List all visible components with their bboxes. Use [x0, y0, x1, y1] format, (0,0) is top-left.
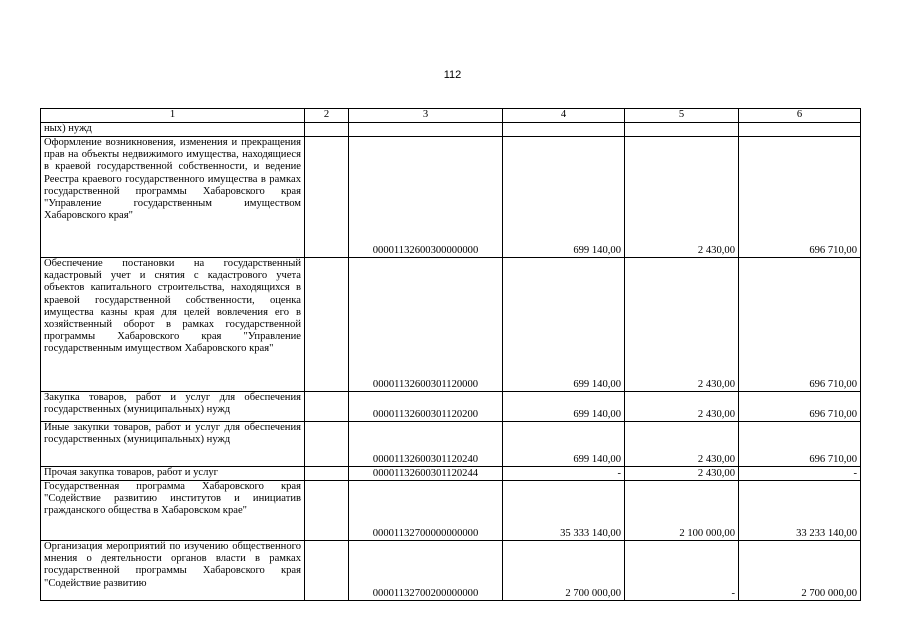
column-header: 6	[739, 109, 861, 123]
table-row	[41, 392, 861, 422]
row-code: 00001132600301120200	[349, 392, 503, 422]
table-row	[41, 258, 861, 392]
column-header: 3	[349, 109, 503, 123]
row-code: 00001132700200000000	[349, 541, 503, 601]
column-header: 5	[625, 109, 739, 123]
row-value-col5: 2 430,00	[625, 422, 739, 467]
row-code	[349, 123, 503, 137]
row-col2	[305, 481, 349, 541]
row-col2	[305, 392, 349, 422]
column-header: 1	[41, 109, 305, 123]
row-value-col5: 2 430,00	[625, 467, 739, 481]
table-row	[41, 123, 861, 137]
table-row	[41, 467, 861, 481]
table-row	[41, 481, 861, 541]
row-value-col6: 696 710,00	[739, 392, 861, 422]
row-value-col6: 2 700 000,00	[739, 541, 861, 601]
row-name: Обеспечение постановки на государственный кадастровый учет и снятия с кадастрового учета объектов капитального строительства, находящихся в краевой государственной собственности, оценка имущества казны края для целей вовлечения его в хозяйственный оборот в рамках государственной программы Хабаровского края "Управление государственным имуществом Хабаровского края"	[41, 258, 305, 392]
row-name: Прочая закупка товаров, работ и услуг	[41, 467, 305, 481]
row-name: Государственная программа Хабаровского края "Содействие развитию институтов и инициатив гражданского общества в Хабаровском крае"	[41, 481, 305, 541]
row-value-col4: 35 333 140,00	[503, 481, 625, 541]
row-value-col6: 696 710,00	[739, 258, 861, 392]
row-value-col4: 699 140,00	[503, 258, 625, 392]
row-col2	[305, 422, 349, 467]
row-col2	[305, 258, 349, 392]
row-col2	[305, 541, 349, 601]
row-value-col4	[503, 123, 625, 137]
table-row	[41, 541, 861, 601]
table-row	[41, 137, 861, 258]
row-value-col4: -	[503, 467, 625, 481]
row-value-col5: 2 430,00	[625, 392, 739, 422]
row-value-col4: 699 140,00	[503, 137, 625, 258]
row-col2	[305, 123, 349, 137]
column-header: 4	[503, 109, 625, 123]
table-header-row	[41, 109, 861, 123]
row-value-col4: 699 140,00	[503, 422, 625, 467]
row-value-col5: -	[625, 541, 739, 601]
row-code: 00001132700000000000	[349, 481, 503, 541]
row-name: Организация мероприятий по изучению общественного мнения о деятельности органов власти в рамках государственной программы Хабаровского края "Содействие развитию	[41, 541, 305, 601]
row-name: ных) нужд	[41, 123, 305, 137]
row-name: Оформление возникновения, изменения и прекращения прав на объекты недвижимого имущества, находящиеся в краевой государственной собственности, и ведение Реестра краевого государственного имущества в рамках государственной программы Хабаровского края "Управление государственным имуществом Хабаровского края"	[41, 137, 305, 258]
row-code: 00001132600301120000	[349, 258, 503, 392]
page-number: 112	[443, 69, 462, 81]
row-value-col5: 2 430,00	[625, 258, 739, 392]
row-value-col6: 33 233 140,00	[739, 481, 861, 541]
row-value-col4: 2 700 000,00	[503, 541, 625, 601]
row-value-col6: 696 710,00	[739, 422, 861, 467]
row-col2	[305, 467, 349, 481]
row-value-col4: 699 140,00	[503, 392, 625, 422]
row-col2	[305, 137, 349, 258]
budget-table	[40, 108, 861, 601]
row-value-col5	[625, 123, 739, 137]
row-name: Иные закупки товаров, работ и услуг для обеспечения государственных (муниципальных) нужд	[41, 422, 305, 467]
row-name: Закупка товаров, работ и услуг для обеспечения государственных (муниципальных) нужд	[41, 392, 305, 422]
row-value-col6	[739, 123, 861, 137]
row-code: 00001132600301120244	[349, 467, 503, 481]
row-value-col5: 2 430,00	[625, 137, 739, 258]
row-code: 00001132600301120240	[349, 422, 503, 467]
row-code: 00001132600300000000	[349, 137, 503, 258]
table-row	[41, 422, 861, 467]
row-value-col6: -	[739, 467, 861, 481]
row-value-col6: 696 710,00	[739, 137, 861, 258]
column-header: 2	[305, 109, 349, 123]
row-value-col5: 2 100 000,00	[625, 481, 739, 541]
